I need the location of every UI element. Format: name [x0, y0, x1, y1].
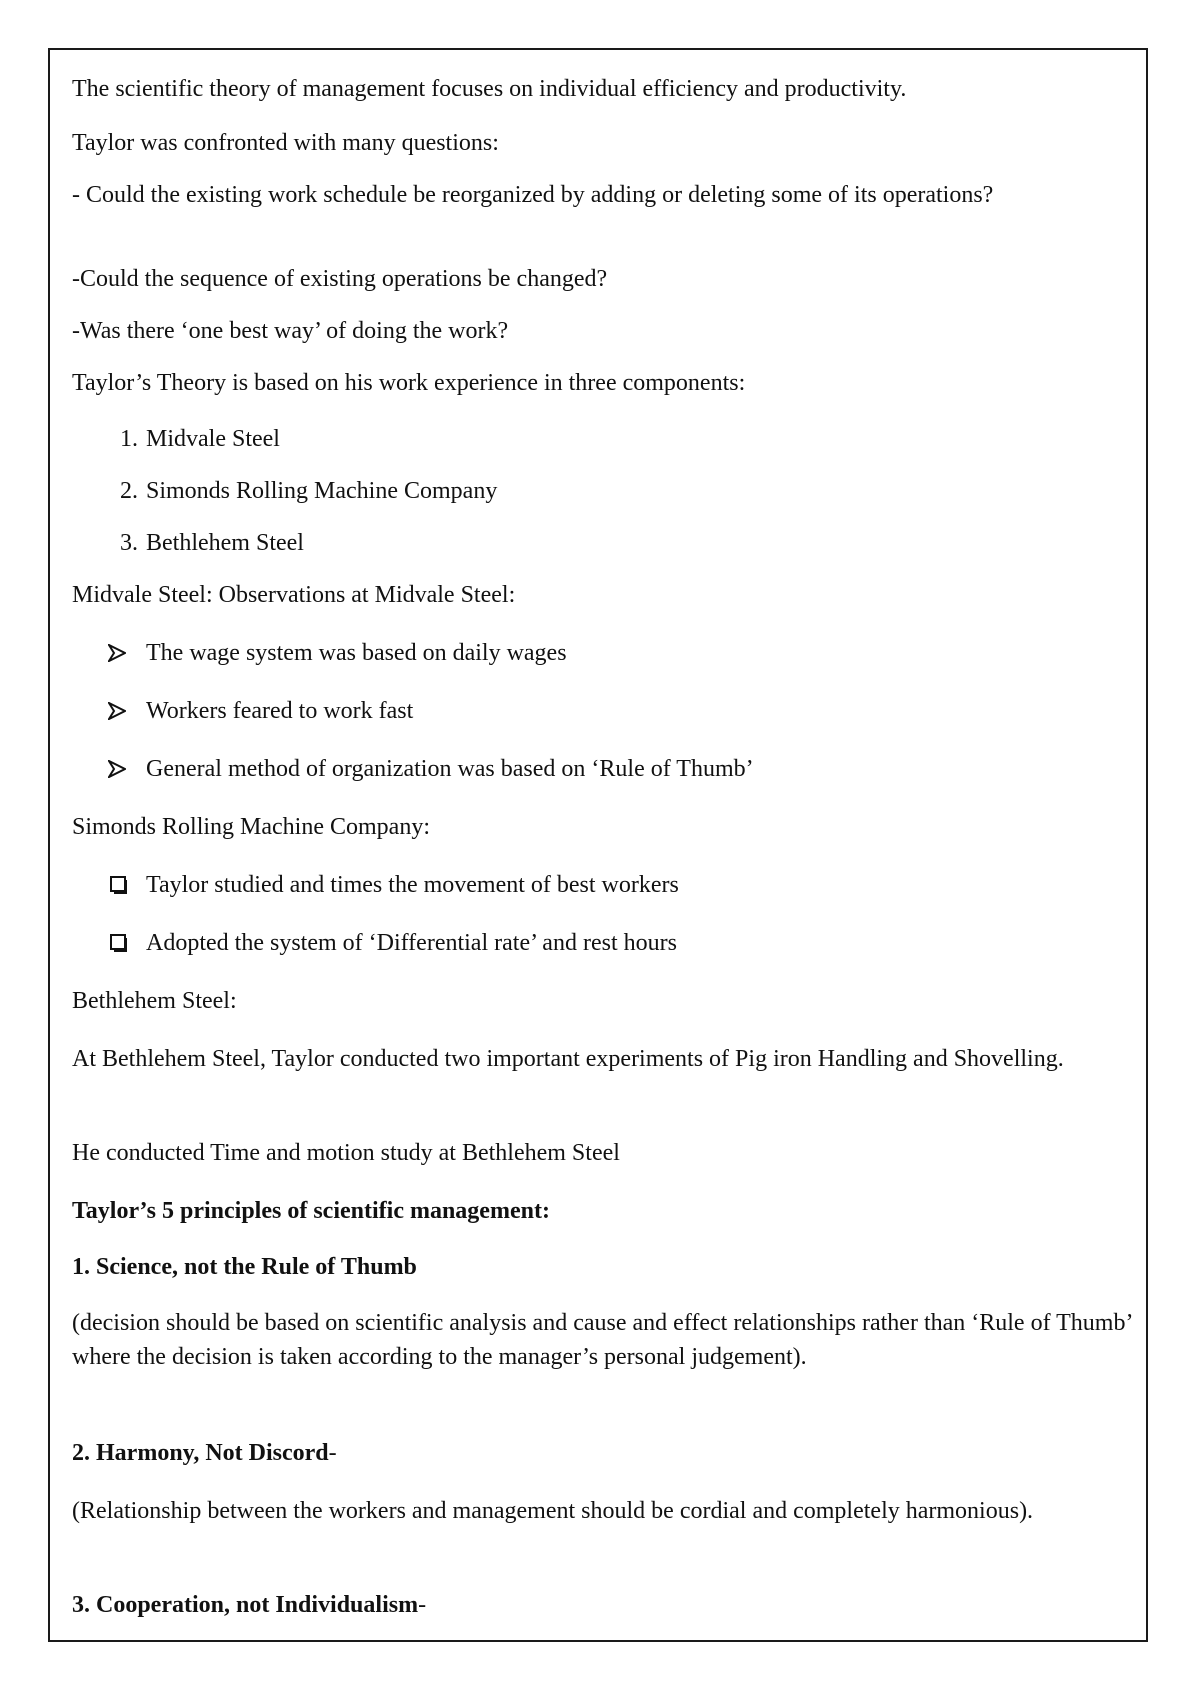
checkbox-bullet-icon — [110, 934, 128, 952]
list-number: 2. — [120, 478, 138, 504]
principle-title: 2. Harmony, Not Discord — [72, 1440, 329, 1466]
list-item-label: Bethlehem Steel — [146, 530, 304, 556]
principle-title: 1. Science, not the Rule of Thumb — [72, 1254, 417, 1280]
bullet-text: The wage system was based on daily wages — [146, 640, 567, 666]
body-paragraph: At Bethlehem Steel, Taylor conducted two important experiments of Pig iron Handling and Shovelling. — [72, 1046, 1064, 1072]
question-item: -Was there ‘one best way’ of doing the work? — [72, 318, 509, 344]
list-item-label: Simonds Rolling Machine Company — [146, 478, 498, 504]
bullet-text: Adopted the system of ‘Differential rate’ and rest hours — [146, 930, 677, 956]
arrow-bullet-icon — [108, 702, 126, 720]
arrow-bullet-icon — [108, 644, 126, 662]
bullet-text: General method of organization was based on ‘Rule of Thumb’ — [146, 756, 754, 782]
principle-description: (decision should be based on scientific analysis and cause and effect relationships rather than ‘Rule of Thumb’ where the decision is taken according to the manager’s personal judgement). — [72, 1310, 1132, 1370]
question-item: - Could the existing work schedule be reorganized by adding or deleting some of its operations? — [72, 182, 994, 208]
principle-description: (Relationship between the workers and management should be cordial and completely harmonious). — [72, 1498, 1034, 1524]
principle-dash: - — [418, 1592, 427, 1618]
arrow-bullet-icon — [108, 760, 126, 778]
section-heading: Midvale Steel: Observations at Midvale Steel: — [72, 582, 516, 608]
principle-dash: - — [328, 1440, 337, 1466]
components-intro: Taylor’s Theory is based on his work experience in three components: — [72, 370, 746, 396]
bullet-text: Taylor studied and times the movement of best workers — [146, 872, 679, 898]
bullet-text: Workers feared to work fast — [146, 698, 414, 724]
list-item-label: Midvale Steel — [146, 426, 280, 452]
section-heading: Simonds Rolling Machine Company: — [72, 814, 430, 840]
list-number: 3. — [120, 530, 138, 556]
body-paragraph: He conducted Time and motion study at Bethlehem Steel — [72, 1140, 620, 1166]
checkbox-bullet-icon — [110, 876, 128, 894]
intro-paragraph: The scientific theory of management focuses on individual efficiency and productivity. — [72, 76, 907, 102]
section-heading: Bethlehem Steel: — [72, 988, 237, 1014]
principle-title-line — [72, 1588, 1132, 1622]
list-number: 1. — [120, 426, 138, 452]
questions-intro: Taylor was confronted with many questions: — [72, 130, 499, 156]
principle-title: 3. Cooperation, not Individualism — [72, 1592, 419, 1618]
question-item: -Could the sequence of existing operations be changed? — [72, 266, 608, 292]
principles-heading: Taylor’s 5 principles of scientific management: — [72, 1198, 550, 1224]
principle-title-line — [72, 1436, 1132, 1470]
